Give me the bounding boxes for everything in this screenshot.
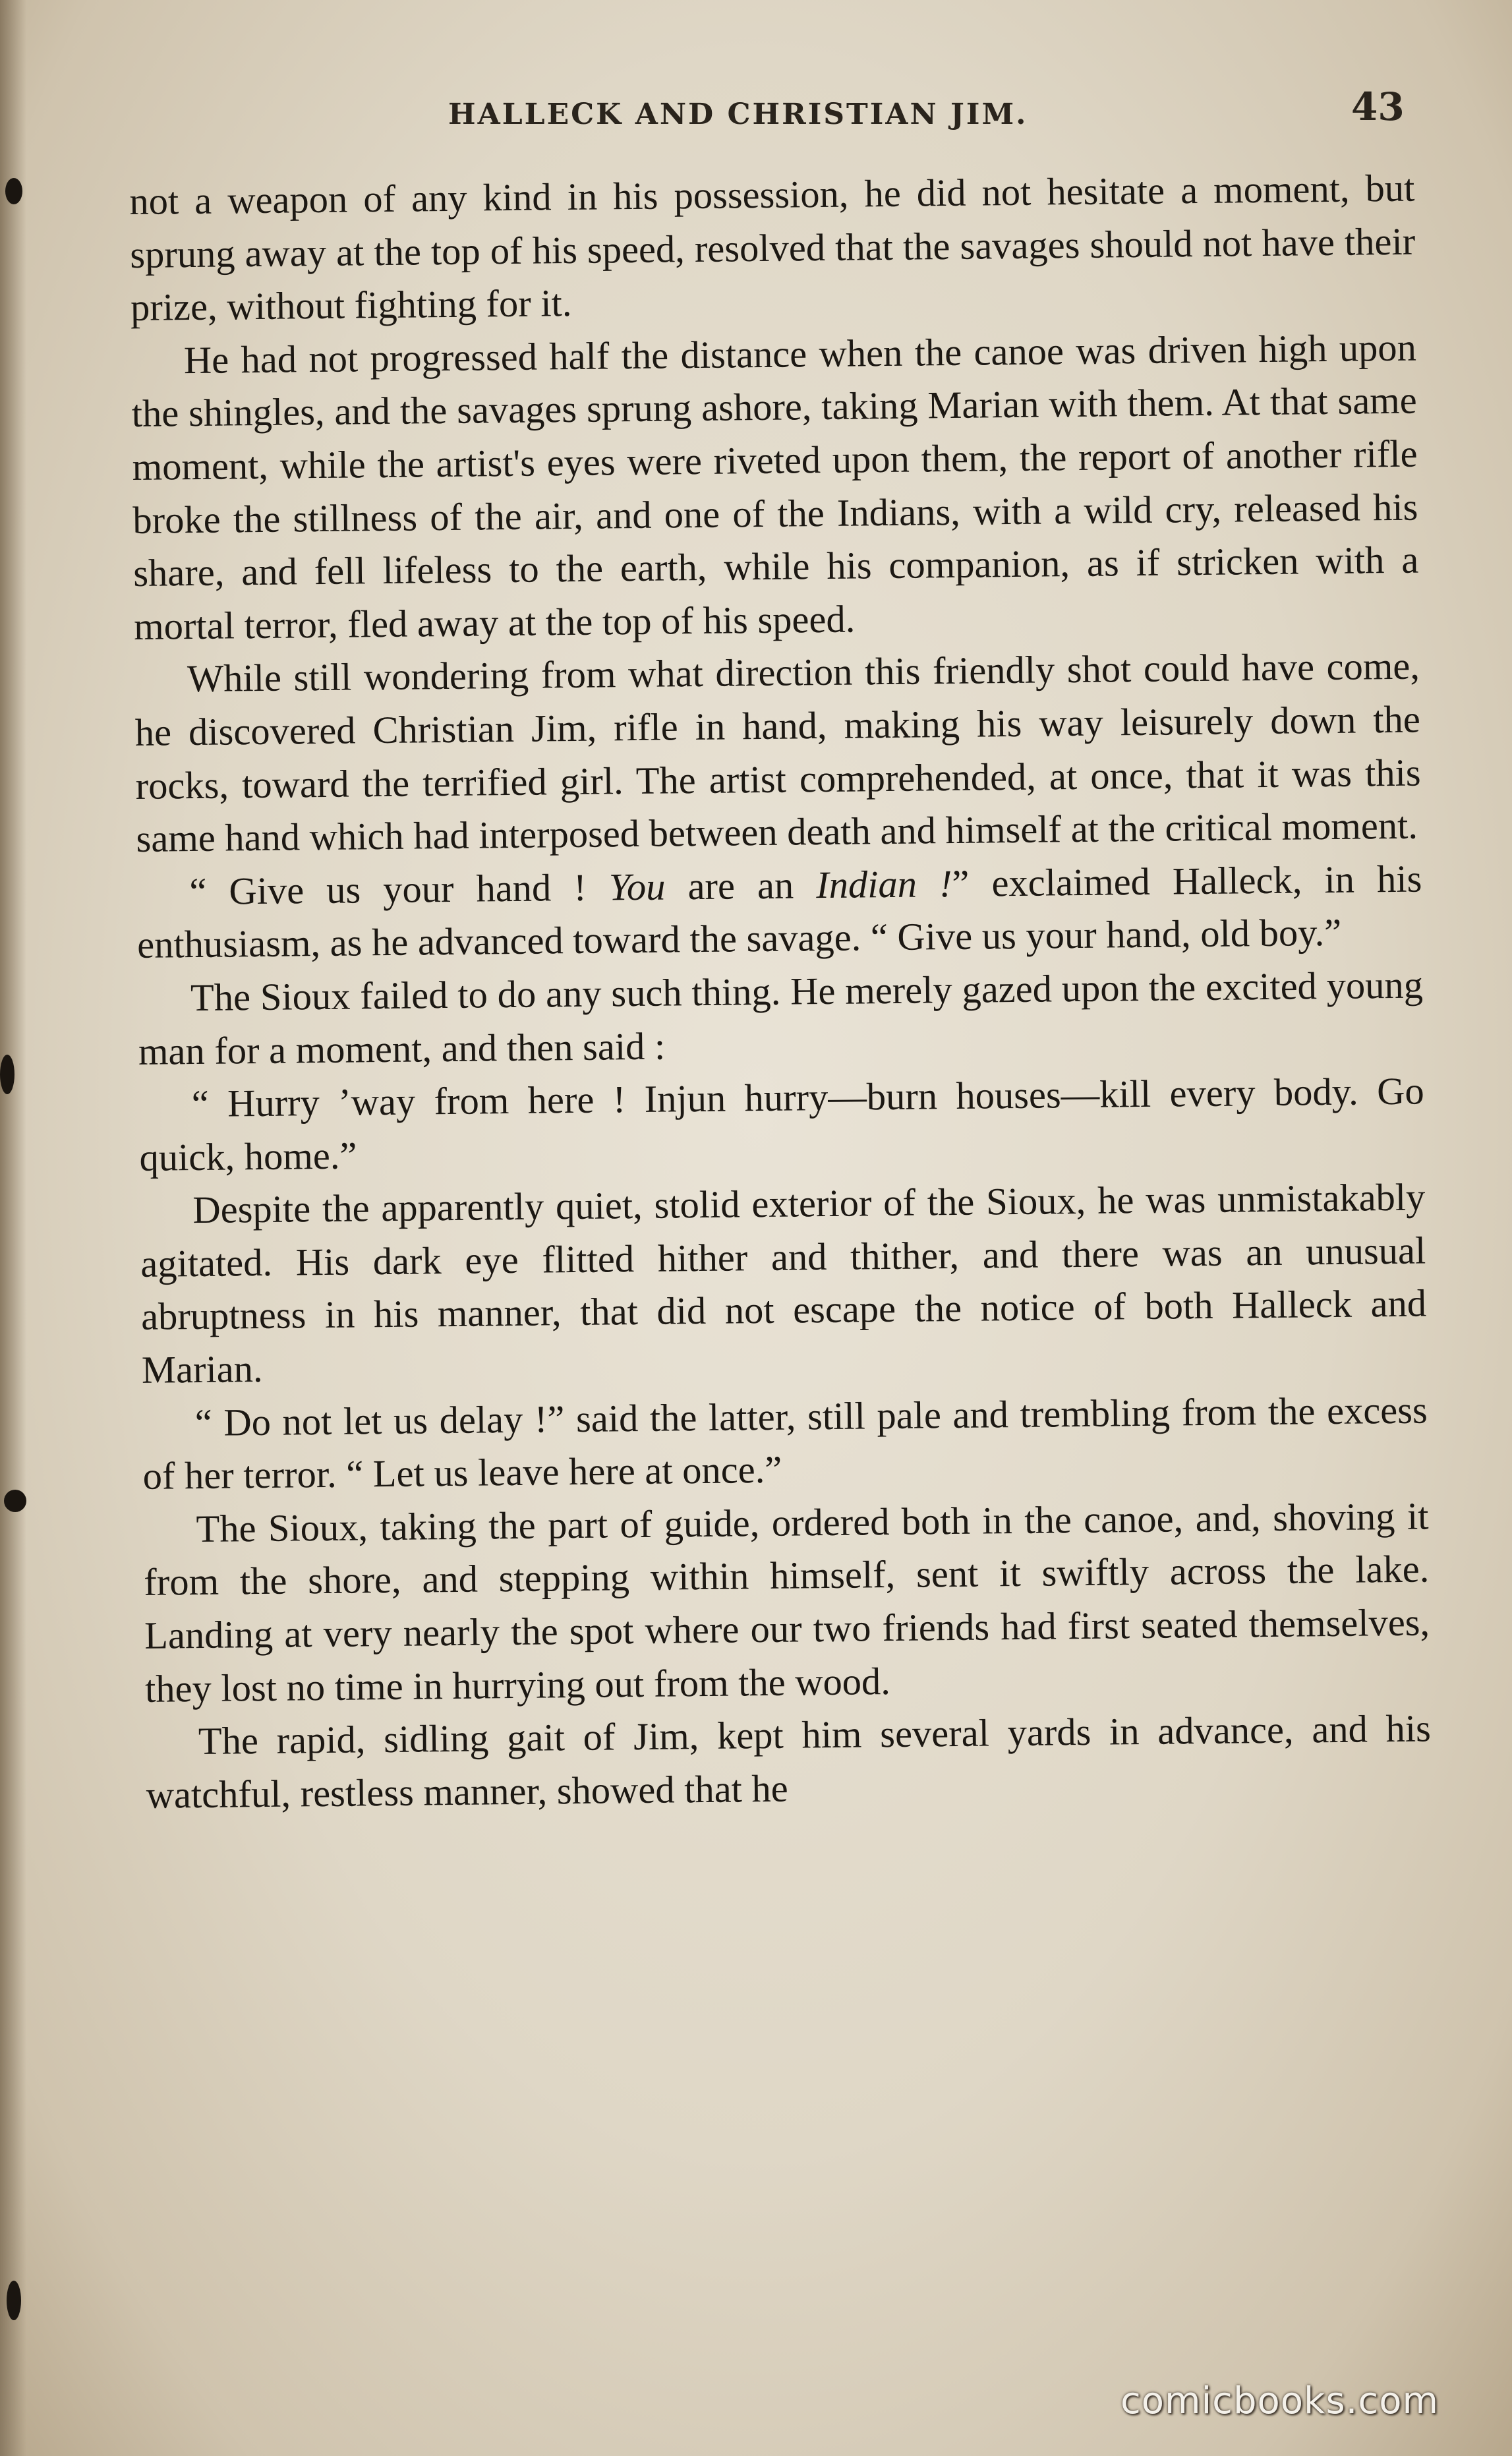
page-header xyxy=(0,79,1512,158)
paragraph-2: He had not progressed half the distance when the canoe was driven high upon the shingles, and the savages sprung ashore, taking Marian with them. At that same moment, while the artist's eyes were riveted upon them, the report of another rifle broke the stillness of the air, and one of the Indians, with a wild cry, released his share, and fell lifeless to the earth, while his companion, as if stricken with a mortal terror, fled away at the top of his speed. xyxy=(131,326,1419,648)
paragraph-4 xyxy=(136,852,1423,972)
ink-speck xyxy=(7,2281,21,2320)
paragraph-6: “ Hurry ’way from here ! Injun hurry—burn houses—kill every body. Go quick, home.” xyxy=(139,1069,1424,1179)
paragraph-4-emphasis-indian: Indian ! xyxy=(815,862,952,906)
paragraph-8: “ Do not let us delay !” said the latter, still pale and trembling from the excess of her terror. “ Let us leave here at once.” xyxy=(142,1388,1428,1498)
paragraph-5: The Sioux failed to do any such thing. He merely gazed upon the excited young man for a moment, and then said : xyxy=(138,963,1424,1073)
ink-speck xyxy=(5,178,22,204)
watermark: comicbooks.com xyxy=(1120,2380,1439,2422)
paragraph-7: Despite the apparently quiet, stolid exterior of the Sioux, he was unmistakably agitated. His dark eye flitted hither and thither, and there was an unusual abruptness in his manner, that did not escape the notice of both Halleck and Marian. xyxy=(140,1175,1427,1391)
paragraph-1: not a weapon of any kind in his possession, he did not hesitate a moment, but sprung away at the top of his speed, resolved that the savages should not have their prize, without fighting for it. xyxy=(129,166,1416,330)
page-edge-shadow xyxy=(0,0,26,2456)
body-text xyxy=(129,162,1432,1823)
paragraph-4-part-3: are an xyxy=(665,863,817,908)
paragraph-9: The Sioux, taking the part of guide, ordered both in the canoe, and, shoving it from the shore, and stepping within himself, sent it swiftly across the lake. Landing at very nearly the spot where our two friends had first seated themselves, they lost no time in hurrying out from the wood. xyxy=(144,1494,1430,1710)
running-head: HALLECK AND CHRISTIAN JIM. xyxy=(448,98,1028,131)
paragraph-4-emphasis-you: You xyxy=(608,865,666,909)
paragraph-4-part-1: “ Give us your hand ! xyxy=(189,865,610,913)
page-number: 43 xyxy=(1351,84,1405,129)
paragraph-10: The rapid, sidling gait of Jim, kept him several yards in advance, and his watchful, restless manner, showed that he xyxy=(146,1707,1432,1817)
paragraph-4-part-5: ” exclaimed Halleck, in his enthusiasm, as he advanced toward the savage. “ Give us your hand, old boy.” xyxy=(136,857,1422,967)
paragraph-3: While still wondering from what direction this friendly shot could have come, he discovered Christian Jim, rifle in hand, making his way leisurely down the rocks, toward the terrified girl. The artist comprehended, at once, that it was this same hand which had interposed between death and himself at the critical moment. xyxy=(134,644,1421,861)
ink-speck xyxy=(4,1490,26,1512)
ink-speck xyxy=(0,1055,15,1094)
